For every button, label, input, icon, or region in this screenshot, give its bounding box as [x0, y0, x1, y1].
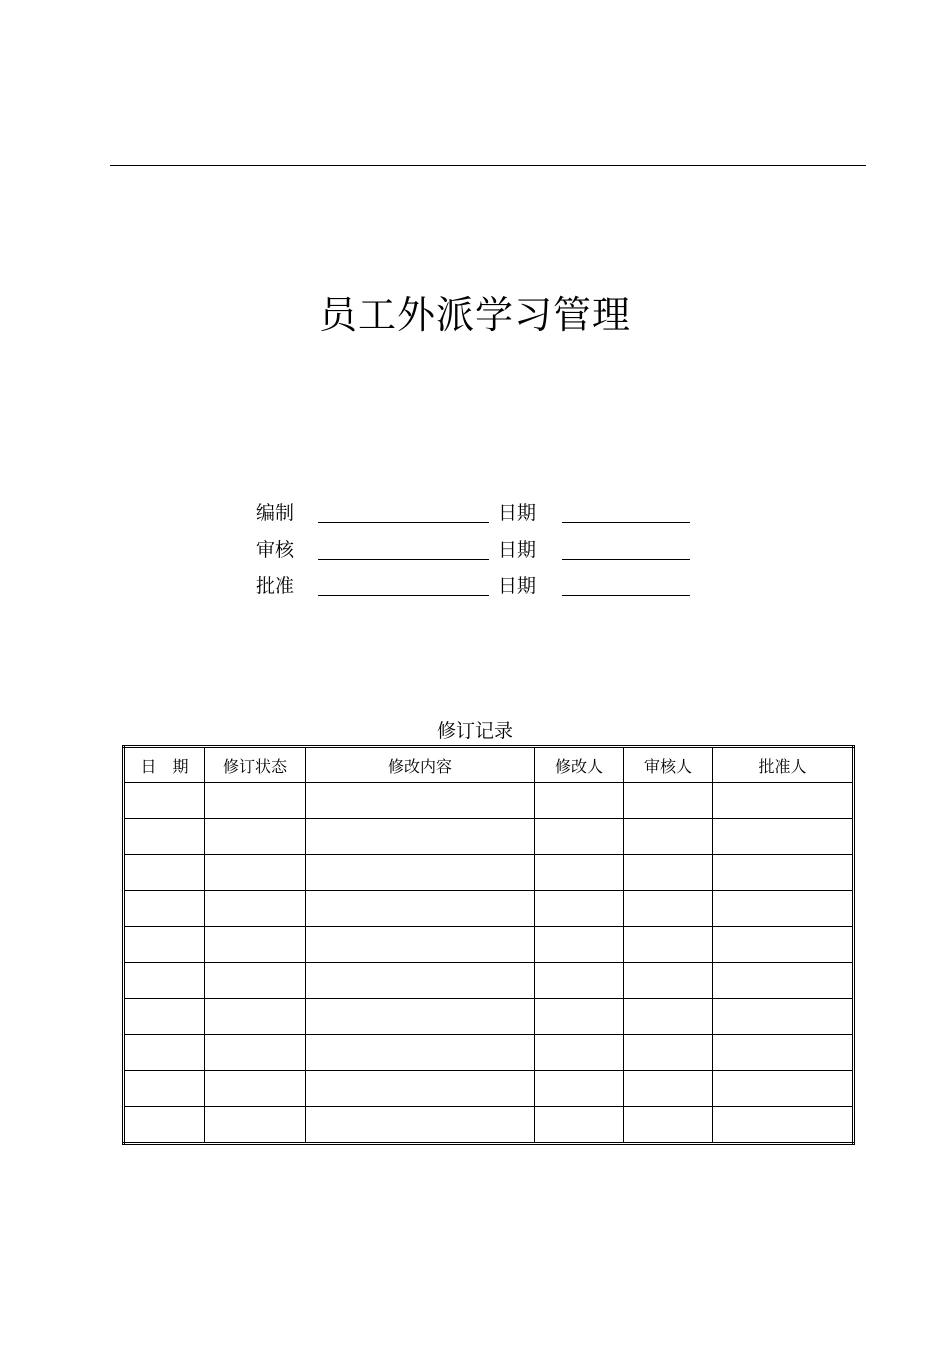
date-line	[562, 522, 690, 523]
modifier-cell	[535, 1035, 624, 1071]
status-cell	[205, 783, 306, 819]
date-cell	[124, 855, 205, 891]
status-cell	[205, 927, 306, 963]
signature-line	[318, 559, 489, 560]
table-row	[124, 855, 854, 891]
header-rule	[110, 165, 866, 166]
modifier-cell	[535, 999, 624, 1035]
header-change-content: 修改内容	[306, 747, 535, 783]
signoff-date-label: 日期	[498, 539, 537, 561]
modifier-cell	[535, 783, 624, 819]
revision-table	[122, 745, 855, 1145]
status-cell	[205, 819, 306, 855]
content-cell	[306, 855, 535, 891]
status-cell	[205, 1035, 306, 1071]
approver-cell	[713, 1107, 854, 1144]
signature-line	[318, 522, 489, 523]
reviewer-cell	[624, 1107, 713, 1144]
content-cell	[306, 819, 535, 855]
modifier-cell	[535, 927, 624, 963]
signoff-label: 编制	[256, 502, 295, 524]
approver-cell	[713, 1035, 854, 1071]
signoff-label: 批准	[256, 575, 295, 597]
approver-cell	[713, 783, 854, 819]
content-cell	[306, 963, 535, 999]
date-line	[562, 595, 690, 596]
status-cell	[205, 1107, 306, 1144]
reviewer-cell	[624, 855, 713, 891]
modifier-cell	[535, 1071, 624, 1107]
revision-header-row	[124, 747, 854, 783]
reviewer-cell	[624, 999, 713, 1035]
date-cell	[124, 1107, 205, 1144]
content-cell	[306, 999, 535, 1035]
approver-cell	[713, 819, 854, 855]
date-cell	[124, 999, 205, 1035]
date-line	[562, 559, 690, 560]
modifier-cell	[535, 891, 624, 927]
revision-record-title: 修订记录	[436, 720, 513, 742]
signoff-row-approve	[0, 571, 950, 601]
table-row	[124, 891, 854, 927]
table-row	[124, 783, 854, 819]
table-row	[124, 1035, 854, 1071]
table-row	[124, 1071, 854, 1107]
date-cell	[124, 783, 205, 819]
status-cell	[205, 855, 306, 891]
modifier-cell	[535, 963, 624, 999]
date-cell	[124, 963, 205, 999]
signoff-label: 审核	[256, 539, 295, 561]
approver-cell	[713, 891, 854, 927]
modifier-cell	[535, 1107, 624, 1144]
header-modifier: 修改人	[535, 747, 624, 783]
approver-cell	[713, 855, 854, 891]
status-cell	[205, 1071, 306, 1107]
status-cell	[205, 891, 306, 927]
reviewer-cell	[624, 819, 713, 855]
reviewer-cell	[624, 1035, 713, 1071]
table-row	[124, 999, 854, 1035]
status-cell	[205, 999, 306, 1035]
header-revision-status: 修订状态	[205, 747, 306, 783]
modifier-cell	[535, 819, 624, 855]
reviewer-cell	[624, 963, 713, 999]
date-cell	[124, 1071, 205, 1107]
status-cell	[205, 963, 306, 999]
approver-cell	[713, 927, 854, 963]
table-row	[124, 1107, 854, 1144]
content-cell	[306, 1107, 535, 1144]
table-row	[124, 963, 854, 999]
signoff-row-compile	[0, 498, 950, 528]
approver-cell	[713, 999, 854, 1035]
content-cell	[306, 891, 535, 927]
reviewer-cell	[624, 1071, 713, 1107]
table-row	[124, 927, 854, 963]
reviewer-cell	[624, 783, 713, 819]
approver-cell	[713, 963, 854, 999]
content-cell	[306, 1071, 535, 1107]
content-cell	[306, 783, 535, 819]
modifier-cell	[535, 855, 624, 891]
date-cell	[124, 1035, 205, 1071]
signoff-date-label: 日期	[498, 575, 537, 597]
document-title: 员工外派学习管理	[318, 293, 631, 337]
date-cell	[124, 891, 205, 927]
reviewer-cell	[624, 927, 713, 963]
table-row	[124, 819, 854, 855]
date-cell	[124, 927, 205, 963]
signoff-row-review	[0, 535, 950, 565]
date-cell	[124, 819, 205, 855]
content-cell	[306, 1035, 535, 1071]
signoff-date-label: 日期	[498, 502, 537, 524]
content-cell	[306, 927, 535, 963]
header-date: 日 期	[124, 747, 205, 783]
approver-cell	[713, 1071, 854, 1107]
reviewer-cell	[624, 891, 713, 927]
header-reviewer: 审核人	[624, 747, 713, 783]
signature-line	[318, 595, 489, 596]
header-approver: 批准人	[713, 747, 854, 783]
